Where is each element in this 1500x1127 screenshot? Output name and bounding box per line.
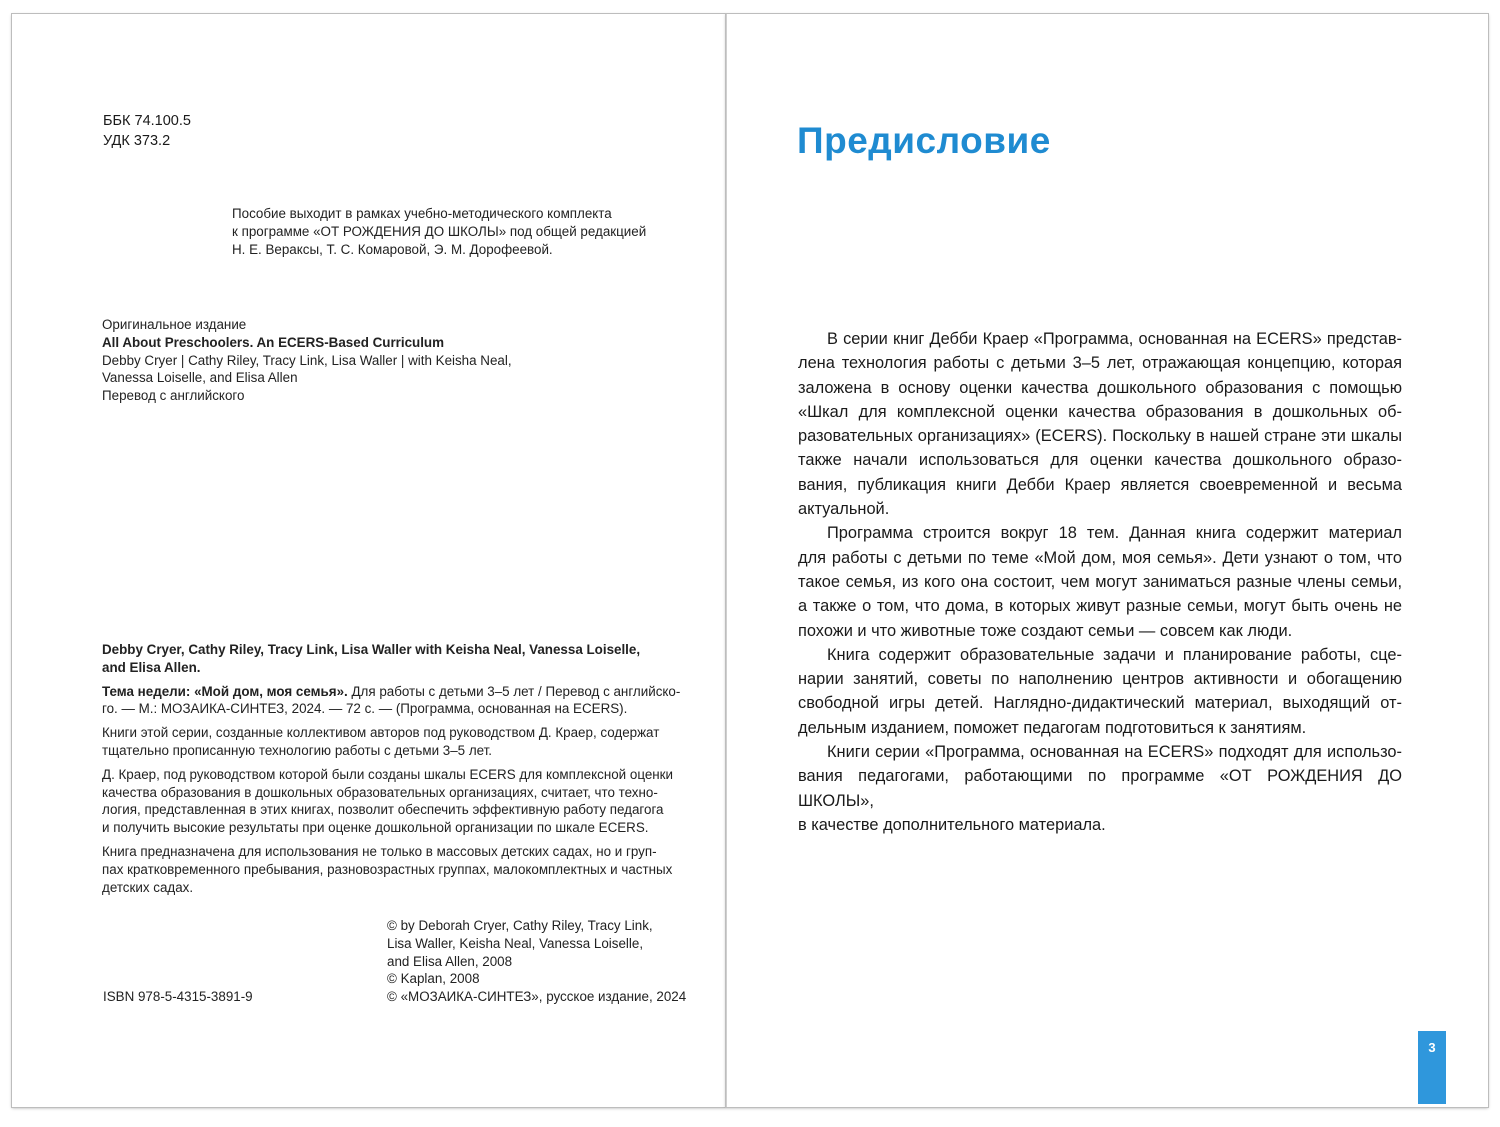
copyright-line: © «МОЗАИКА-СИНТЕЗ», русское издание, 2024 <box>387 989 687 1005</box>
theme-description-line: го. — М.: МОЗАИКА-СИНТЕЗ, 2024. — 72 с. — (Программа, основанная на ECERS). <box>102 701 628 717</box>
classification-codes <box>103 111 191 151</box>
preface-line: В серии книг Дебби Краер «Программа, основанная на ECERS» представ- <box>827 330 1402 348</box>
copyright-line: and Elisa Allen, 2008 <box>387 953 513 969</box>
copyright-line: © Kaplan, 2008 <box>387 971 480 987</box>
original-authors-line: Vanessa Loiselle, and Elisa Allen <box>102 370 298 386</box>
series-note-line: Пособие выходит в рамках учебно-методического комплекта <box>232 206 612 221</box>
preface-line: в качестве дополнительного материала. <box>798 815 1106 834</box>
preface-line: заложена в основу оценки качества дошкольного образования с помощью <box>798 378 1402 397</box>
series-note-line: Н. Е. Вераксы, Т. С. Комаровой, Э. М. Дорофеевой. <box>232 241 553 257</box>
preface-line: такое семья, из кого она состоит, чем могут заниматься разные члены семьи, <box>798 572 1402 591</box>
series-paragraph <box>102 724 717 760</box>
annotation-authors-line: and Elisa Allen. <box>102 659 201 675</box>
cryer-paragraph <box>102 766 717 837</box>
udk-code: УДК 373.2 <box>103 133 171 149</box>
annotation-authors-line: Debby Cryer, Cathy Riley, Tracy Link, Lisa Waller with Keisha Neal, Vanessa Loiselle, <box>102 642 641 657</box>
copyright-block <box>387 917 686 1006</box>
preface-line: свободной игры детей. Наглядно-дидактический материал, выходящий от- <box>798 694 1402 713</box>
left-page <box>12 14 726 1107</box>
purpose-paragraph <box>102 843 717 896</box>
preface-body <box>798 327 1402 837</box>
preface-line: Программа строится вокруг 18 тем. Данная книга содержит материал <box>827 524 1402 543</box>
isbn-text: ISBN 978-5-4315-3891-9 <box>103 989 253 1004</box>
isbn <box>103 988 253 1006</box>
preface-line: а также о том, что дома, в которых живут разные семьи, могут быть очень не <box>798 597 1402 616</box>
original-title: All About Preschoolers. An ECERS-Based Curriculum <box>102 334 445 350</box>
copyright-line: © by Deborah Cryer, Cathy Riley, Tracy Link, <box>387 918 653 933</box>
copyright-line: Lisa Waller, Keisha Neal, Vanessa Loiselle, <box>387 935 644 951</box>
paragraph-line: Книга предназначена для использования не только в массовых детских садах, но и груп- <box>102 843 657 859</box>
page-title: Предисловие <box>797 120 1051 161</box>
bibliographic-description <box>102 683 717 719</box>
preface-line: дельным изданием, поможет педагогам подготовиться к занятиям. <box>798 718 1307 737</box>
paragraph-line: Книги этой серии, созданные коллективом авторов под руководством Д. Краер, содержат <box>102 725 660 741</box>
paragraph-line: логия, представленная в этих книгах, позволит обеспечить эффективную работу педагога <box>102 802 664 818</box>
paragraph-line: и получить высокие результаты при оценке дошкольной организации по шкале ECERS. <box>102 820 649 836</box>
paragraph-line: детских садах. <box>102 879 194 895</box>
preface-line: вания, публикация книги Дебби Краер является своевременной и весьма <box>798 475 1402 494</box>
page-number: 3 <box>1428 1040 1436 1055</box>
annotation <box>102 641 717 896</box>
preface-line: для работы с детьми по теме «Мой дом, моя семья». Дети узнают о том, что <box>798 548 1402 567</box>
right-page <box>726 14 1488 1107</box>
preface-line: Книга содержит образовательные задачи и планирование работы, сце- <box>827 645 1402 664</box>
page-number-tab <box>1418 1031 1446 1104</box>
paragraph-line: тщательно прописанную технологию работы с детьми 3–5 лет. <box>102 742 493 758</box>
preface-line: «Шкал для комплексной оценки качества образования в дошкольных об- <box>798 402 1402 421</box>
preface-line: лена технология работы с детьми 3–5 лет, отражающая концепцию, которая <box>798 354 1402 373</box>
paragraph-line: пах кратковременного пребывания, разновозрастных группах, малокомплектных и частных <box>102 861 673 877</box>
preface-line: также начали использоваться для оценки качества дошкольного образо- <box>798 451 1402 470</box>
original-authors-line: Debby Cryer | Cathy Riley, Tracy Link, Lisa Waller | with Keisha Neal, <box>102 352 512 368</box>
preface-line: Книги серии «Программа, основанная на ECERS» подходят для использо- <box>827 743 1402 762</box>
preface-line: актуальной. <box>798 500 890 519</box>
original-label: Оригинальное издание <box>102 317 247 332</box>
paragraph-line: качества образования в дошкольных образовательных организациях, считает, что техно- <box>102 784 658 800</box>
preface-line: разовательных организациях» (ECERS). Поскольку в нашей стране эти шкалы <box>798 427 1402 446</box>
translation-note: Перевод с английского <box>102 388 245 404</box>
preface-line: вания педагогами, работающими по программе «ОТ РОЖДЕНИЯ ДО ШКОЛЫ», <box>798 767 1402 810</box>
original-edition <box>102 316 512 405</box>
preface-line: нарии занятий, советы по наполнению центров активности и обогащению <box>798 670 1402 689</box>
preface-line: похожи и что животные тоже создают семьи — совсем как люди. <box>798 621 1293 640</box>
paragraph-line: Д. Краер, под руководством которой были созданы шкалы ECERS для комплексной оценки <box>102 766 674 782</box>
theme-title: Тема недели: «Мой дом, моя семья». <box>102 683 348 699</box>
series-note-line: к программе «ОТ РОЖДЕНИЯ ДО ШКОЛЫ» под общей редакцией <box>232 223 647 239</box>
bbk-code: ББК 74.100.5 <box>103 113 191 129</box>
annotation-authors <box>102 641 717 677</box>
theme-description: Для работы с детьми 3–5 лет / Перевод с английско- <box>347 683 681 699</box>
series-note <box>232 205 646 258</box>
